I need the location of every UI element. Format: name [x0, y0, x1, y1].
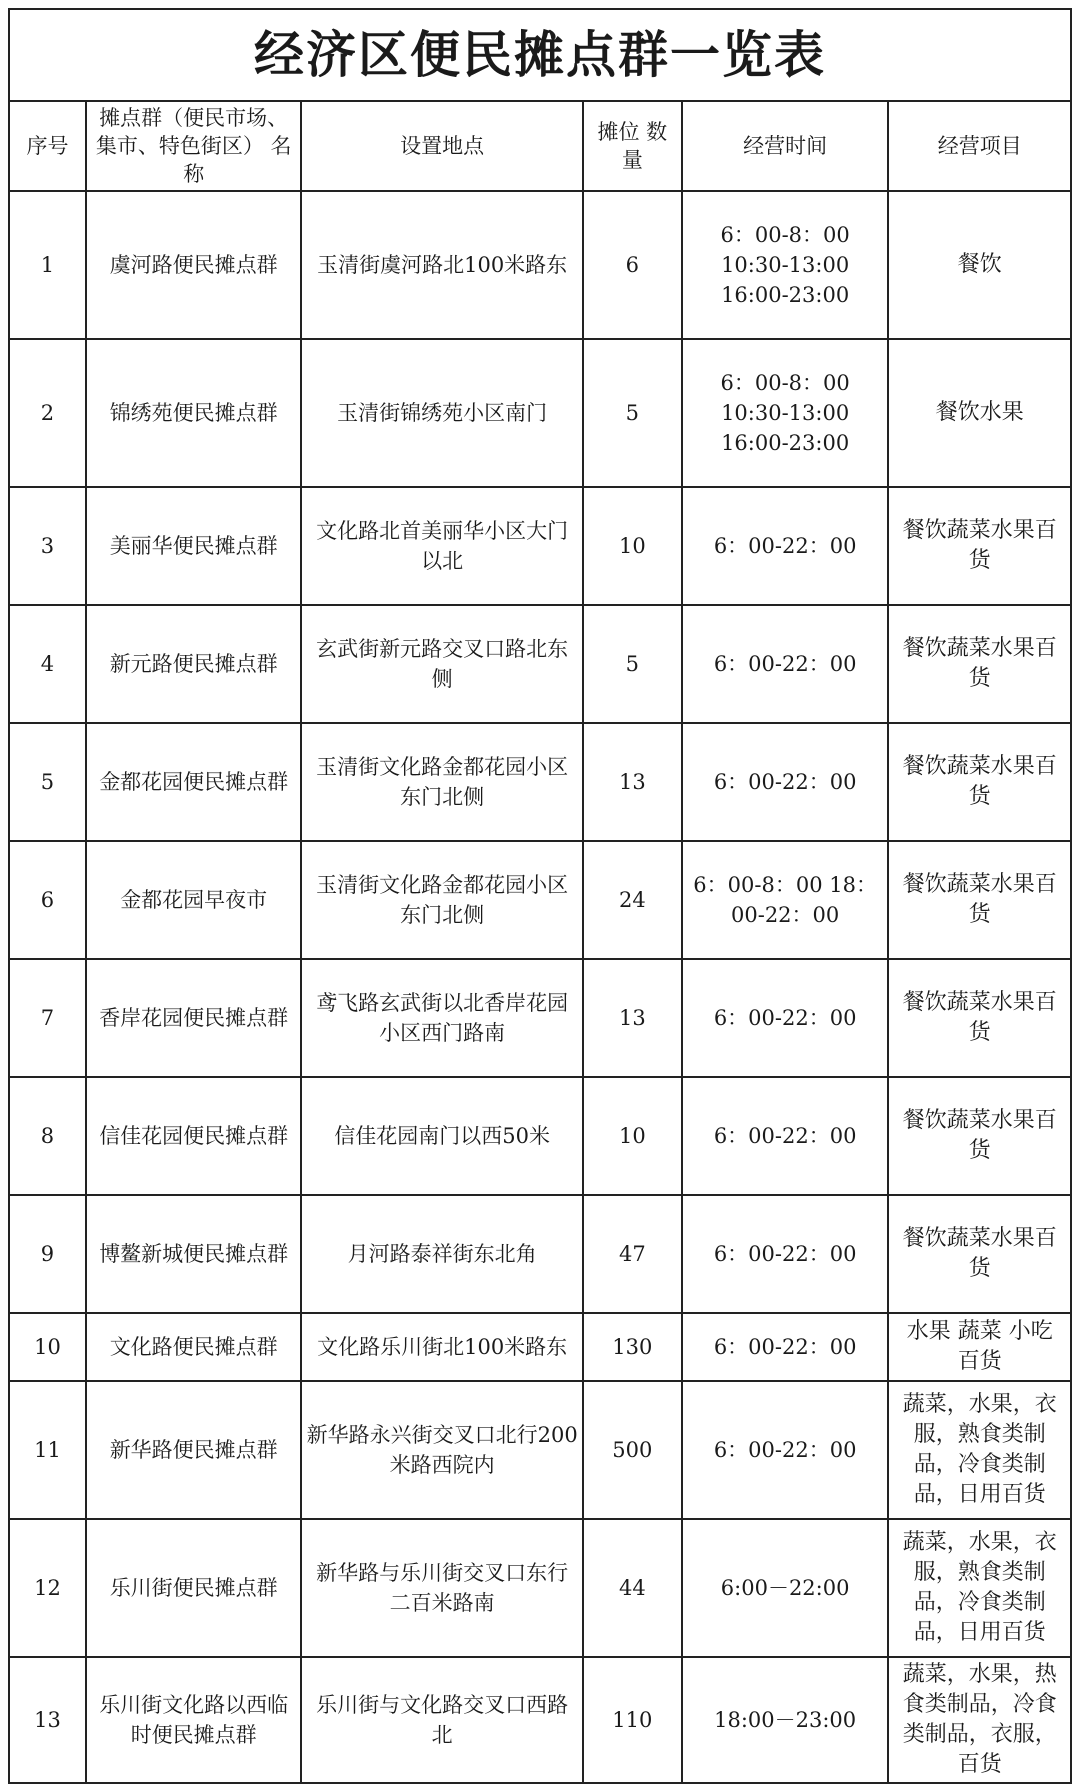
cell-location: 新华路永兴街交叉口北行200米路西院内: [301, 1381, 582, 1519]
cell-no: 6: [9, 841, 86, 959]
cell-count: 6: [583, 191, 682, 339]
cell-count: 10: [583, 1077, 682, 1195]
cell-items: 餐饮蔬菜水果百货: [888, 605, 1071, 723]
cell-no: 11: [9, 1381, 86, 1519]
cell-name: 新元路便民摊点群: [86, 605, 301, 723]
cell-no: 8: [9, 1077, 86, 1195]
cell-no: 10: [9, 1313, 86, 1381]
cell-no: 9: [9, 1195, 86, 1313]
cell-name: 美丽华便民摊点群: [86, 487, 301, 605]
cell-count: 130: [583, 1313, 682, 1381]
table-title: 经济区便民摊点群一览表: [9, 9, 1071, 101]
header-location: 设置地点: [301, 101, 582, 191]
cell-items: 蔬菜，水果，热食类制品，冷食类制品，衣服，百货: [888, 1657, 1071, 1783]
cell-items: 餐饮蔬菜水果百货: [888, 723, 1071, 841]
cell-count: 13: [583, 723, 682, 841]
cell-hours: 18:00－23:00: [682, 1657, 889, 1783]
cell-location: 月河路泰祥街东北角: [301, 1195, 582, 1313]
cell-count: 5: [583, 339, 682, 487]
cell-items: 餐饮水果: [888, 339, 1071, 487]
cell-count: 24: [583, 841, 682, 959]
cell-hours: 6:00－22:00: [682, 1519, 889, 1657]
table-row: [9, 1195, 1071, 1313]
cell-hours: 6：00-22：00: [682, 487, 889, 605]
table-row: [9, 487, 1071, 605]
cell-items: 餐饮蔬菜水果百货: [888, 1195, 1071, 1313]
cell-hours: 6：00-22：00: [682, 959, 889, 1077]
table-row: [9, 1657, 1071, 1783]
cell-items: 水果 蔬菜 小吃 百货: [888, 1313, 1071, 1381]
cell-name: 锦绣苑便民摊点群: [86, 339, 301, 487]
cell-hours: 6：00-22：00: [682, 1077, 889, 1195]
cell-hours: 6：00-22：00: [682, 1313, 889, 1381]
table-row: [9, 605, 1071, 723]
table-row: [9, 1313, 1071, 1381]
cell-count: 500: [583, 1381, 682, 1519]
cell-location: 鸢飞路玄武街以北香岸花园小区西门路南: [301, 959, 582, 1077]
cell-name: 新华路便民摊点群: [86, 1381, 301, 1519]
cell-name: 博鳌新城便民摊点群: [86, 1195, 301, 1313]
stall-group-table: [8, 8, 1072, 1784]
cell-no: 5: [9, 723, 86, 841]
cell-count: 110: [583, 1657, 682, 1783]
cell-no: 13: [9, 1657, 86, 1783]
cell-no: 3: [9, 487, 86, 605]
cell-count: 5: [583, 605, 682, 723]
cell-no: 1: [9, 191, 86, 339]
cell-hours: 6：00-22：00: [682, 723, 889, 841]
cell-hours: 6：00-22：00: [682, 605, 889, 723]
cell-name: 香岸花园便民摊点群: [86, 959, 301, 1077]
cell-location: 信佳花园南门以西50米: [301, 1077, 582, 1195]
cell-no: 7: [9, 959, 86, 1077]
cell-count: 44: [583, 1519, 682, 1657]
cell-hours: 6：00-22：00: [682, 1195, 889, 1313]
cell-hours: 6：00-8：00 10:30-13:00 16:00-23:00: [682, 191, 889, 339]
header-count: 摊位 数量: [583, 101, 682, 191]
cell-items: 餐饮蔬菜水果百货: [888, 959, 1071, 1077]
table-row: [9, 1077, 1071, 1195]
cell-items: 餐饮: [888, 191, 1071, 339]
cell-count: 10: [583, 487, 682, 605]
table-row: [9, 191, 1071, 339]
cell-name: 信佳花园便民摊点群: [86, 1077, 301, 1195]
cell-name: 乐川街便民摊点群: [86, 1519, 301, 1657]
table-row: [9, 1519, 1071, 1657]
cell-items: 餐饮蔬菜水果百货: [888, 487, 1071, 605]
cell-location: 文化路北首美丽华小区大门以北: [301, 487, 582, 605]
cell-location: 文化路乐川街北100米路东: [301, 1313, 582, 1381]
cell-name: 金都花园早夜市: [86, 841, 301, 959]
cell-items: 餐饮蔬菜水果百货: [888, 841, 1071, 959]
cell-location: 玉清街锦绣苑小区南门: [301, 339, 582, 487]
cell-name: 金都花园便民摊点群: [86, 723, 301, 841]
cell-location: 玉清街虞河路北100米路东: [301, 191, 582, 339]
cell-no: 2: [9, 339, 86, 487]
cell-location: 玉清街文化路金都花园小区东门北侧: [301, 841, 582, 959]
cell-location: 新华路与乐川街交叉口东行二百米路南: [301, 1519, 582, 1657]
cell-location: 玄武街新元路交叉口路北东侧: [301, 605, 582, 723]
cell-no: 12: [9, 1519, 86, 1657]
table-row: [9, 339, 1071, 487]
cell-items: 餐饮蔬菜水果百货: [888, 1077, 1071, 1195]
table-row: [9, 1381, 1071, 1519]
header-no: 序号: [9, 101, 86, 191]
cell-count: 13: [583, 959, 682, 1077]
table-row: [9, 841, 1071, 959]
cell-name: 虞河路便民摊点群: [86, 191, 301, 339]
cell-location: 乐川街与文化路交叉口西路北: [301, 1657, 582, 1783]
cell-hours: 6：00-22：00: [682, 1381, 889, 1519]
header-items: 经营项目: [888, 101, 1071, 191]
cell-count: 47: [583, 1195, 682, 1313]
cell-items: 蔬菜，水果，衣服，熟食类制品，冷食类制品，日用百货: [888, 1381, 1071, 1519]
cell-no: 4: [9, 605, 86, 723]
cell-name: 文化路便民摊点群: [86, 1313, 301, 1381]
cell-location: 玉清街文化路金都花园小区东门北侧: [301, 723, 582, 841]
table-row: [9, 959, 1071, 1077]
header-name: 摊点群（便民市场、集市、特色街区） 名称: [86, 101, 301, 191]
cell-items: 蔬菜，水果，衣服，熟食类制品，冷食类制品，日用百货: [888, 1519, 1071, 1657]
cell-hours: 6：00-8：00 10:30-13:00 16:00-23:00: [682, 339, 889, 487]
table-row: [9, 723, 1071, 841]
cell-name: 乐川街文化路以西临时便民摊点群: [86, 1657, 301, 1783]
cell-hours: 6：00-8：00 18：00-22：00: [682, 841, 889, 959]
header-hours: 经营时间: [682, 101, 889, 191]
